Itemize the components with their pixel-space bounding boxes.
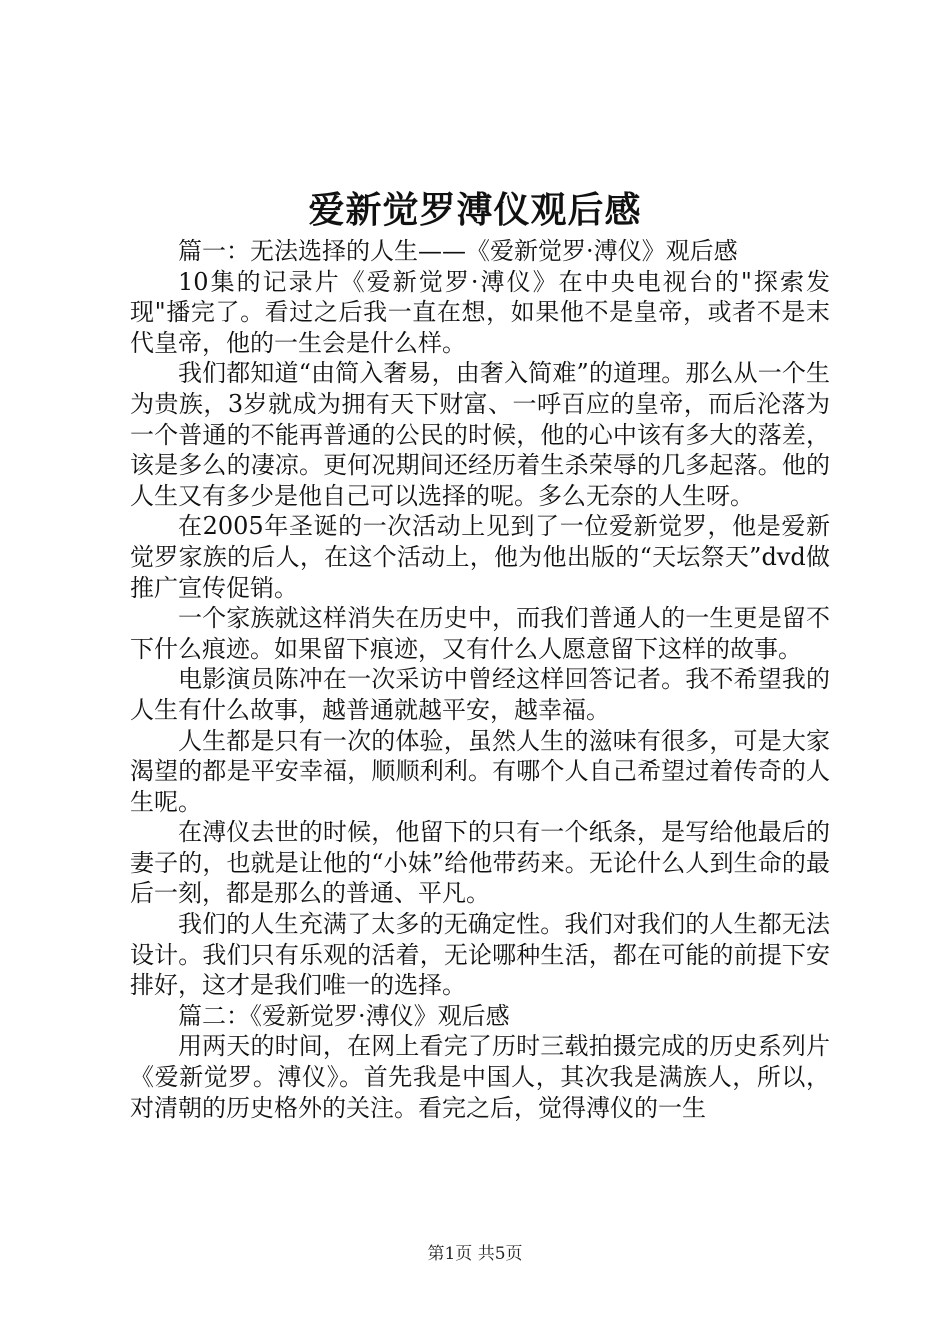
paragraph: 10集的记录片《爱新觉罗·溥仪》在中央电视台的"探索发现"播完了。看过之后我一直在想，如果他不是皇帝，或者不是末代皇帝，他的一生会是什么样。 [130, 267, 830, 357]
paragraph: 人生都是只有一次的体验，虽然人生的滋味有很多，可是大家渴望的都是平安幸福，顺顺利利。有哪个人自己希望过着传奇的人生呢。 [130, 726, 830, 816]
paragraph: 我们都知道“由简入奢易，由奢入简难”的道理。那么从一个生为贵族，3岁就成为拥有天下财富、一呼百应的皇帝，而后沦落为一个普通的不能再普通的公民的时候，他的心中该有多大的落差，该是多么的凄凉。更何况期间还经历着生杀荣辱的几多起落。他的人生又有多少是他自己可以选择的呢。多么无奈的人生呀。 [130, 359, 830, 510]
paragraph: 篇二：《爱新觉罗·溥仪》观后感 [178, 1001, 510, 1030]
paragraph: 篇一：无法选择的人生——《爱新觉罗·溥仪》观后感 [178, 237, 738, 265]
paragraph: 用两天的时间，在网上看完了历时三载拍摄完成的历史系列片《爱新觉罗。溥仪》。首先我是中国人，其次我是满族人，所以，对清朝的历史格外的关注。看完之后，觉得溥仪的一生 [130, 1032, 830, 1122]
paragraph: 电影演员陈冲在一次采访中曾经这样回答记者。我不希望我的人生有什么故事，越普通就越平安，越幸福。 [130, 665, 830, 724]
document-title: 爱新觉罗溥仪观后感 [308, 189, 642, 231]
paragraph: 一个家族就这样消失在历史中，而我们普通人的一生更是留不下什么痕迹。如果留下痕迹，又有什么人愿意留下这样的故事。 [130, 604, 830, 663]
document-body [130, 236, 830, 1123]
paragraph: 在2005年圣诞的一次活动上见到了一位爱新觉罗，他是爱新觉罗家族的后人，在这个活动上，他为他出版的“天坛祭天”dvd做推广宣传促销。 [130, 512, 830, 602]
paragraph: 我们的人生充满了太多的无确定性。我们对我们的人生都无法设计。我们只有乐观的活着，无论哪种生活，都在可能的前提下安排好，这才是我们唯一的选择。 [130, 910, 830, 1000]
paragraph: 在溥仪去世的时候，他留下的只有一个纸条，是写给他最后的妻子的，也就是让他的“小妹”给他带药来。无论什么人到生命的最后一刻，都是那么的普通、平凡。 [130, 818, 830, 908]
page-footer: 第1页 共5页 [427, 1244, 523, 1264]
